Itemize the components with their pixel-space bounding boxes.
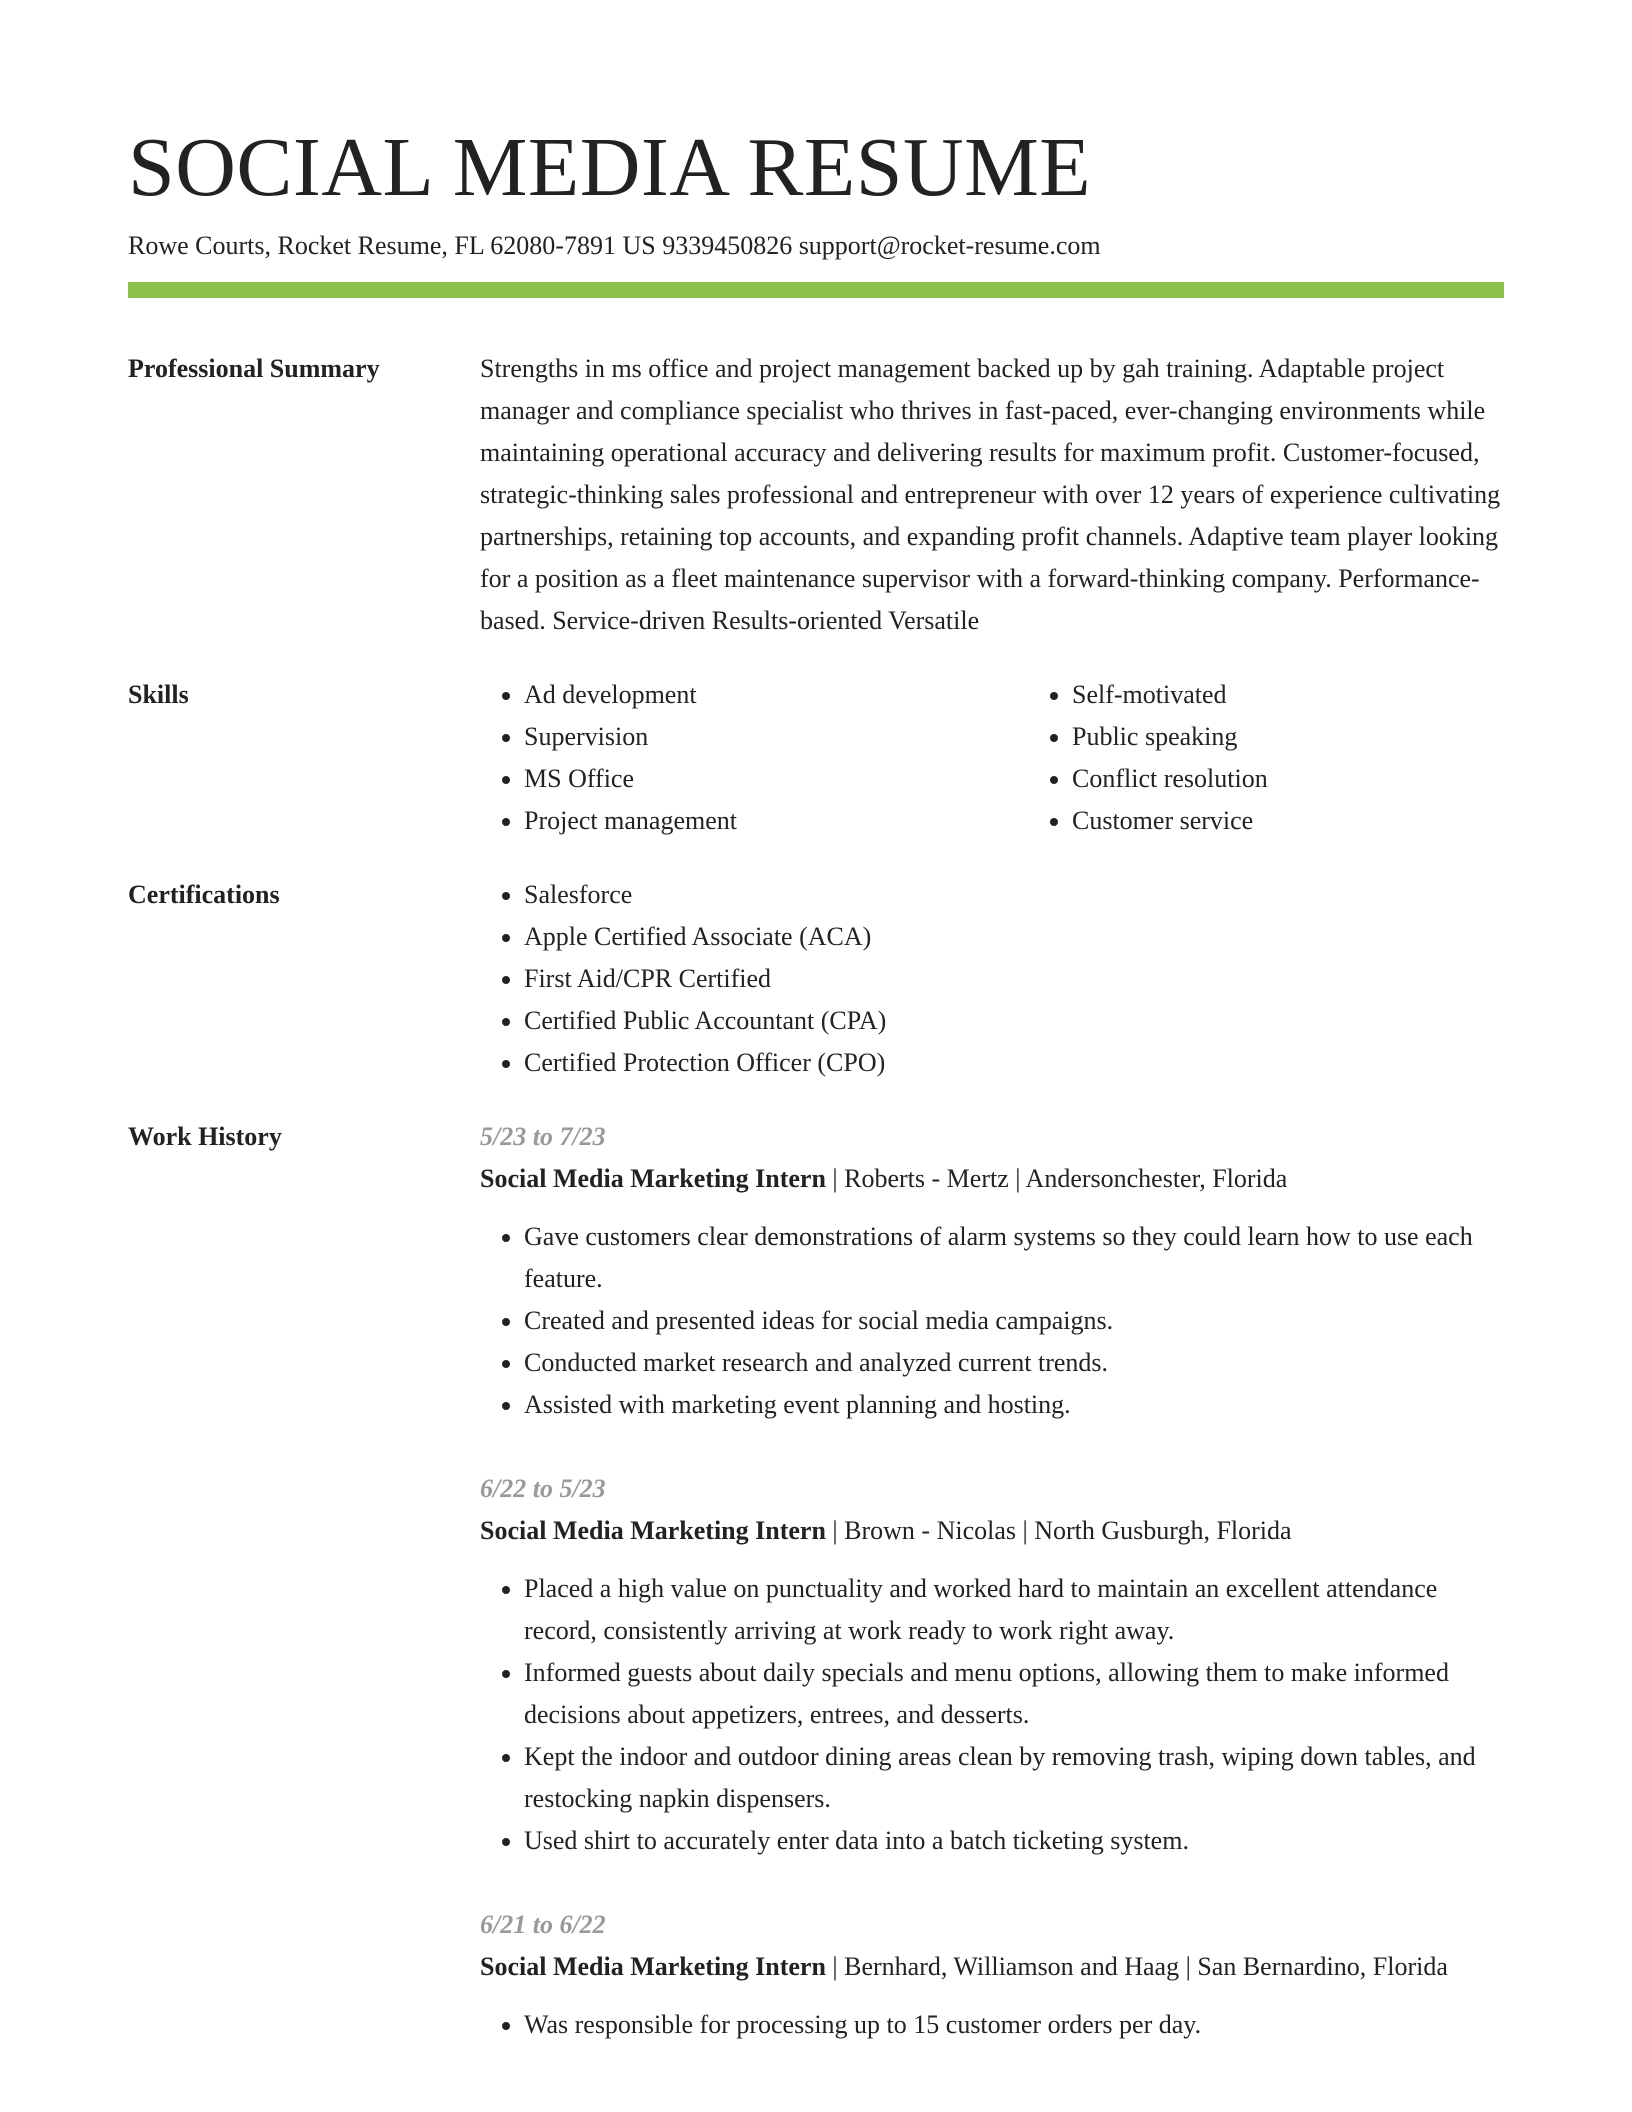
skills-list-left	[480, 674, 1028, 842]
job-heading	[480, 1946, 1504, 1988]
job-location: | North Gusburgh, Florida	[1016, 1516, 1292, 1545]
skills-heading: Skills	[128, 680, 189, 709]
job-dates: 5/23 to 7/23	[480, 1122, 606, 1151]
certifications-list	[480, 874, 1504, 1084]
job-bullet: • Created and presented ideas for social media campaigns.	[524, 1300, 1504, 1342]
summary-text: Strengths in ms office and project management backed up by gah training. Adaptable project manager and compliance specialist who thrives in fast-paced, ever-changing environments while maintaining operational accuracy and delivering results for maximum profit. Customer-focused, strategic-thinking sales professional and entrepreneur with over 12 years of experience cultivating partnerships, retaining top accounts, and expanding profit channels. Adaptive team player looking for a position as a fleet maintenance supervisor with a forward-thinking company. Performance-based. Service-driven Results-oriented Versatile	[480, 354, 1501, 635]
skill-item: • Customer service	[1072, 800, 1576, 842]
skill-item: • MS Office	[524, 758, 1028, 800]
contact-address: Rowe Courts, Rocket Resume, FL 62080-7891 US	[128, 231, 656, 260]
job-title: Social Media Marketing Intern	[480, 1516, 826, 1545]
certifications-heading: Certifications	[128, 880, 280, 909]
job-company: | Bernhard, Williamson and Haag	[826, 1952, 1179, 1981]
job-location: | Andersonchester, Florida	[1009, 1164, 1288, 1193]
job-bullet: • Kept the indoor and outdoor dining areas clean by removing trash, wiping down tables, and restocking napkin dispensers.	[524, 1736, 1504, 1820]
skill-item: • Supervision	[524, 716, 1028, 758]
job-heading	[480, 1158, 1504, 1200]
certification-item: • First Aid/CPR Certified	[524, 958, 1504, 1000]
skills-columns	[480, 674, 1576, 842]
job-bullet: • Used shirt to accurately enter data into a batch ticketing system.	[524, 1820, 1504, 1862]
job-company: | Brown - Nicolas	[826, 1516, 1016, 1545]
summary-heading: Professional Summary	[128, 354, 380, 383]
job-heading	[480, 1510, 1504, 1552]
contact-email[interactable]: support@rocket-resume.com	[798, 231, 1101, 260]
skills-section	[128, 674, 1504, 842]
certification-item: • Salesforce	[524, 874, 1504, 916]
job-company: | Roberts - Mertz	[826, 1164, 1009, 1193]
job-bullets	[480, 2004, 1504, 2046]
skill-item: • Conflict resolution	[1072, 758, 1576, 800]
resume-title: SOCIAL MEDIA RESUME	[128, 121, 1092, 214]
job-dates: 6/22 to 5/23	[480, 1474, 606, 1503]
job-entry	[480, 1904, 1504, 2046]
summary-section	[128, 348, 1504, 642]
job-bullet: • Informed guests about daily specials and menu options, allowing them to make informed decisions about appetizers, entrees, and desserts.	[524, 1652, 1504, 1736]
work-history-body	[480, 1116, 1504, 2088]
certifications-section	[128, 874, 1504, 1084]
job-bullet: • Was responsible for processing up to 15 customer orders per day.	[524, 2004, 1504, 2046]
accent-divider	[128, 282, 1504, 298]
job-bullet: • Placed a high value on punctuality and worked hard to maintain an excellent attendance record, consistently arriving at work ready to work right away.	[524, 1568, 1504, 1652]
skill-item: • Project management	[524, 800, 1028, 842]
certification-item: • Certified Protection Officer (CPO)	[524, 1042, 1504, 1084]
job-bullets	[480, 1568, 1504, 1862]
work-history-heading: Work History	[128, 1122, 282, 1151]
skills-list-right	[1028, 674, 1576, 842]
contact-phone: 9339450826	[662, 231, 793, 260]
job-bullets	[480, 1216, 1504, 1426]
job-bullet: • Gave customers clear demonstrations of alarm systems so they could learn how to use each feature.	[524, 1216, 1504, 1300]
certifications-body	[480, 874, 1504, 1084]
skill-item: • Public speaking	[1072, 716, 1576, 758]
certification-item: • Certified Public Accountant (CPA)	[524, 1000, 1504, 1042]
job-bullet: • Conducted market research and analyzed current trends.	[524, 1342, 1504, 1384]
contact-line	[128, 228, 1504, 264]
skill-item: • Self-motivated	[1072, 674, 1576, 716]
job-title: Social Media Marketing Intern	[480, 1952, 826, 1981]
skill-item: • Ad development	[524, 674, 1028, 716]
job-location: | San Bernardino, Florida	[1179, 1952, 1448, 1981]
job-entry	[480, 1116, 1504, 1426]
job-bullet: • Assisted with marketing event planning and hosting.	[524, 1384, 1504, 1426]
work-history-section	[128, 1116, 1504, 2088]
job-entry	[480, 1468, 1504, 1862]
certification-item: • Apple Certified Associate (ACA)	[524, 916, 1504, 958]
job-title: Social Media Marketing Intern	[480, 1164, 826, 1193]
job-dates: 6/21 to 6/22	[480, 1910, 606, 1939]
